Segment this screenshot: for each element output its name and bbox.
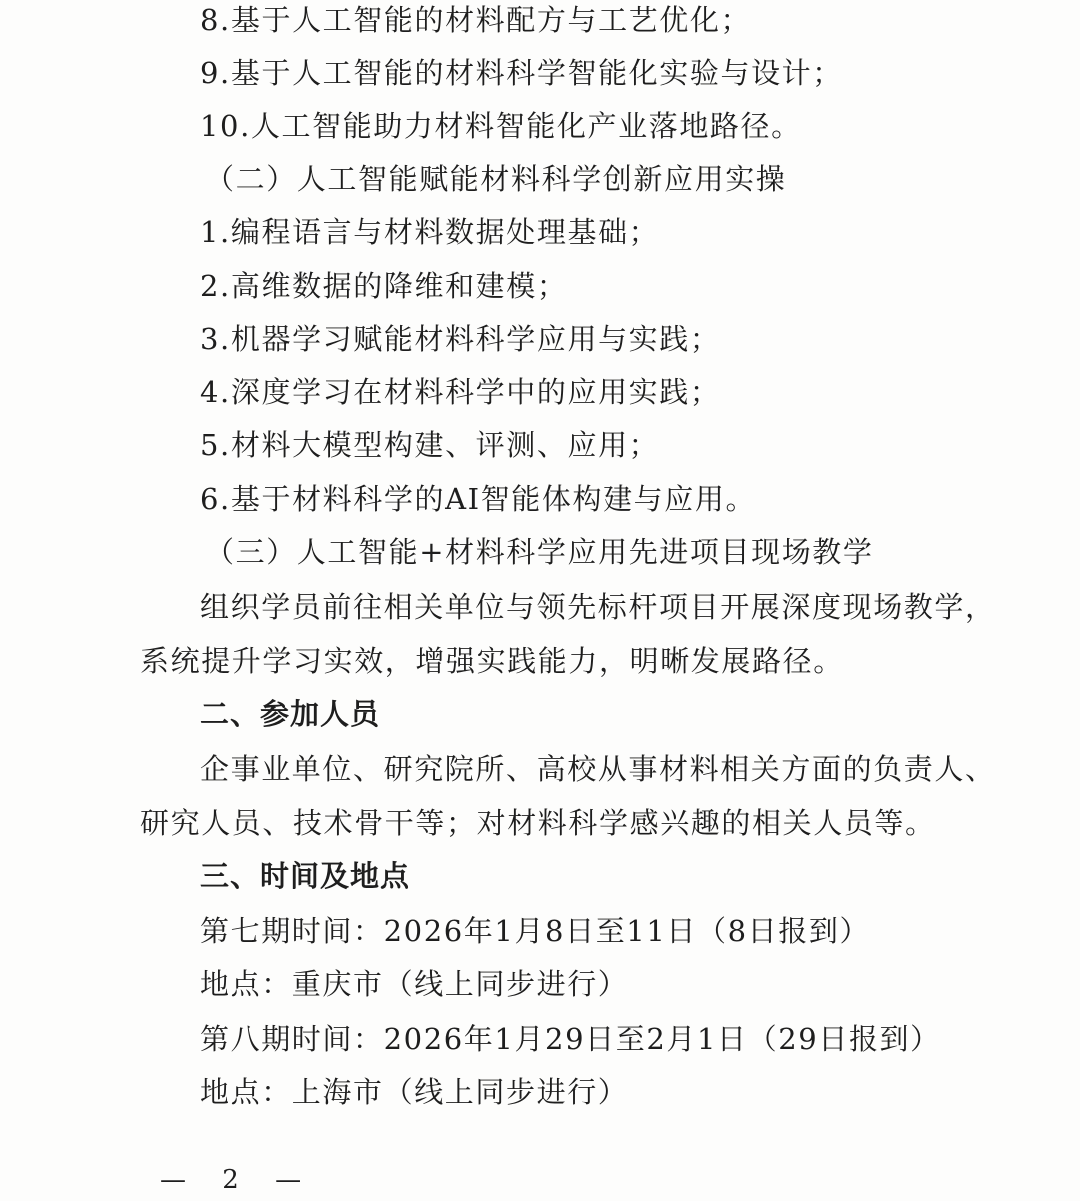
list-item: 3.机器学习赋能材料科学应用与实践；: [200, 322, 721, 356]
list-item: 1.编程语言与材料数据处理基础；: [200, 215, 660, 249]
list-item: 2.高维数据的降维和建模；: [200, 269, 568, 303]
session-place: 地点：上海市（线上同步进行）: [200, 1075, 629, 1109]
session-time: 第七期时间：2026年1月8日至11日（8日报到）: [200, 914, 871, 948]
section-subheading: （二）人工智能赋能材料科学创新应用实操: [205, 162, 787, 196]
session-time: 第八期时间：2026年1月29日至2月1日（29日报到）: [200, 1022, 941, 1056]
list-item: 6.基于材料科学的AI智能体构建与应用。: [200, 482, 757, 516]
paragraph-line: 企事业单位、研究院所、高校从事材料相关方面的负责人、: [200, 752, 996, 786]
section-heading: 三、时间及地点: [200, 859, 411, 893]
paragraph-line: 组织学员前往相关单位与领先标杆项目开展深度现场教学，: [200, 590, 996, 624]
section-subheading: （三）人工智能+材料科学应用先进项目现场教学: [205, 535, 874, 569]
list-item: 8.基于人工智能的材料配方与工艺优化；: [200, 3, 752, 37]
list-item: 10.人工智能助力材料智能化产业落地路径。: [200, 109, 802, 143]
list-item: 4.深度学习在材料科学中的应用实践；: [200, 375, 721, 409]
list-item: 9.基于人工智能的材料科学智能化实验与设计；: [200, 56, 843, 90]
page-number: — 2 —: [160, 1165, 316, 1195]
section-heading: 二、参加人员: [200, 697, 381, 731]
list-item: 5.材料大模型构建、评测、应用；: [200, 428, 660, 462]
paragraph-line: 研究人员、技术骨干等；对材料科学感兴趣的相关人员等。: [140, 806, 936, 840]
session-place: 地点：重庆市（线上同步进行）: [200, 967, 629, 1001]
paragraph-line: 系统提升学习实效，增强实践能力，明晰发展路径。: [140, 644, 844, 678]
